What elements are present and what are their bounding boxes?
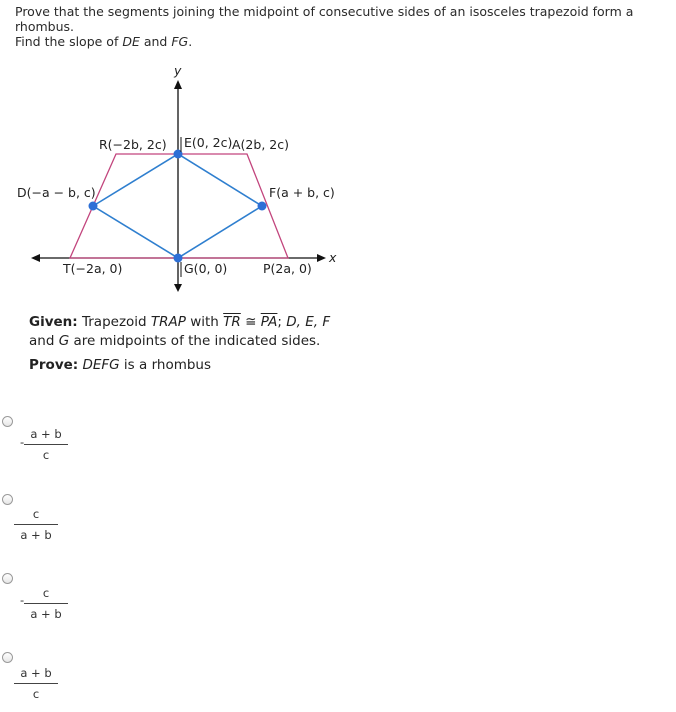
negative-sign: - [20, 593, 25, 607]
fraction-bar [14, 524, 58, 525]
point-d [89, 202, 98, 211]
x-axis-left-arrow [31, 254, 40, 262]
label-f: F(a + b, c) [269, 185, 335, 200]
numerator: c [42, 586, 50, 600]
denominator: a + b [20, 528, 52, 542]
given-statement: Given: Trapezoid TRAP with $\overline{TR}$ ≅ $\overline{PA}$; D, E, F and G are midpoints of the indicated sides. [29, 314, 331, 349]
x-axis-label: x [329, 250, 337, 265]
y-axis-up-arrow [174, 80, 182, 89]
label-a: A(2b, 2c) [232, 137, 289, 152]
negative-sign: - [20, 435, 25, 449]
answer-option-4[interactable] [0, 652, 120, 712]
fraction [24, 585, 68, 622]
denominator: c [42, 448, 50, 462]
fraction-bar [24, 444, 68, 445]
denominator: a + b [30, 607, 62, 621]
radio-button[interactable] [2, 416, 13, 427]
fraction-bar [14, 683, 58, 684]
answer-option-2[interactable] [0, 494, 120, 554]
y-axis-label: y [174, 63, 182, 78]
fraction-bar [24, 603, 68, 604]
point-f [258, 202, 267, 211]
point-g [174, 254, 183, 263]
question-text: Prove that the segments joining the midpoint of consecutive sides of an isosceles trapezoid form a rhombus. [15, 4, 634, 34]
numerator: a + b [30, 427, 62, 441]
fraction [14, 665, 58, 702]
numerator: c [32, 507, 40, 521]
question-subtext: Find the slope of DE and FG. [15, 34, 193, 49]
numerator: a + b [20, 666, 52, 680]
denominator: c [32, 687, 40, 701]
x-axis-right-arrow [317, 254, 326, 262]
label-p: P(2a, 0) [263, 261, 312, 276]
answer-option-1[interactable] [0, 416, 120, 476]
trapezoid-trap [70, 154, 288, 258]
radio-button[interactable] [2, 573, 13, 584]
label-t: T(−2a, 0) [63, 261, 123, 276]
radio-button[interactable] [2, 652, 13, 663]
fraction [24, 426, 68, 463]
answer-option-3[interactable] [0, 573, 120, 633]
radio-button[interactable] [2, 494, 13, 505]
label-e: E(0, 2c) [184, 135, 233, 150]
trapezoid-diagram [0, 56, 360, 301]
label-r: R(−2b, 2c) [99, 137, 167, 152]
label-d: D(−a − b, c) [17, 185, 96, 200]
y-axis-down-arrow [174, 284, 182, 292]
fraction [14, 506, 58, 543]
prove-statement: Prove: DEFG is a rhombus [29, 357, 212, 373]
label-g: G(0, 0) [184, 261, 228, 276]
